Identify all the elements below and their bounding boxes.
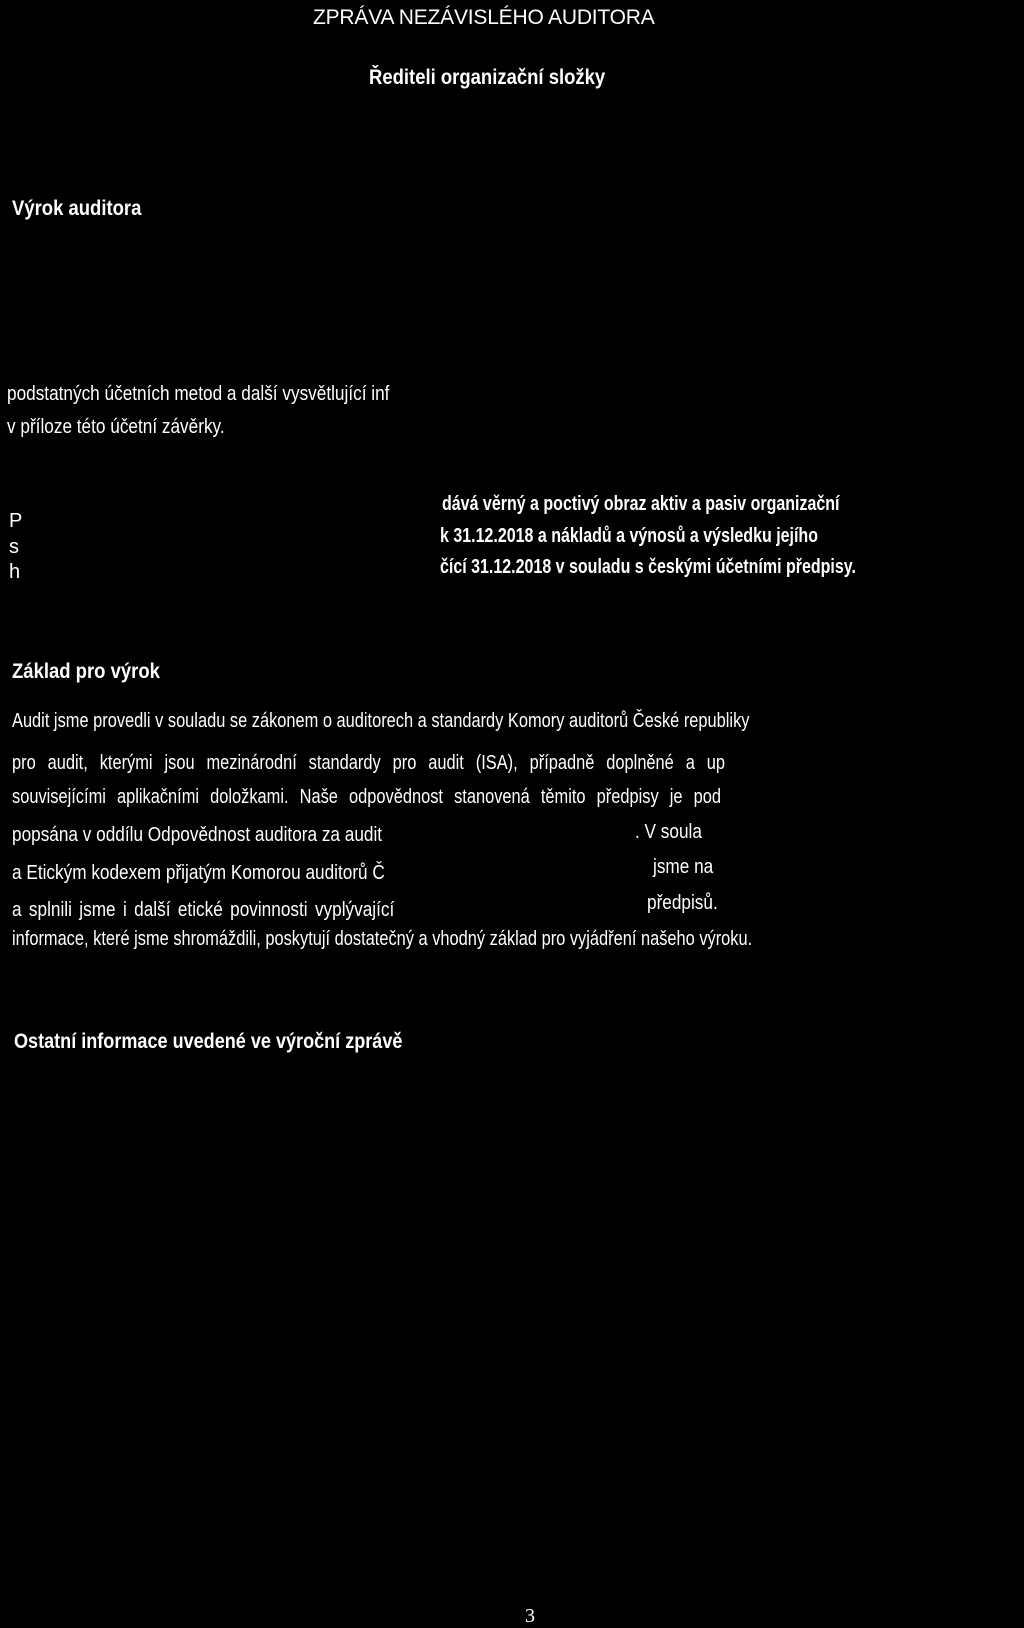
opinion-fragment-letter-1: P: [9, 510, 23, 532]
section-heading-other-info: Ostatní informace uvedené ve výroční zprávě: [14, 1030, 403, 1053]
report-addressee: Řediteli organizační složky: [369, 66, 606, 89]
opinion-fragment-letter-3: h: [9, 561, 21, 583]
basis-line-1: Audit jsme provedli v souladu se zákonem o auditorech a standardy Komory auditorů České republiky: [12, 710, 750, 732]
opinion-line-2: v příloze této účetní závěrky.: [7, 416, 225, 438]
opinion-bold-line-2: k 31.12.2018 a nákladů a výnosů a výsledku jejího: [440, 525, 818, 547]
basis-line-6: a splnili jsme i další etické povinnosti vyplývající: [12, 899, 395, 921]
opinion-line-1: podstatných účetních metod a další vysvětlující inf: [7, 383, 390, 405]
opinion-fragment-letter-2: s: [9, 536, 19, 558]
basis-line-2: pro audit, kterými jsou mezinárodní standardy pro audit (ISA), případně doplněné a up: [12, 752, 726, 774]
basis-right-fragment-2: jsme na: [653, 856, 714, 878]
section-heading-opinion: Výrok auditora: [12, 197, 142, 220]
opinion-bold-line-1: dává věrný a poctivý obraz aktiv a pasiv organizační: [442, 493, 840, 515]
basis-right-fragment-1: . V soula: [635, 821, 702, 843]
basis-line-3: souvisejícími aplikačními doložkami. Naše odpovědnost stanovená těmito předpisy je pod: [12, 786, 722, 808]
opinion-bold-line-3: čící 31.12.2018 v souladu s českými účetními předpisy.: [440, 556, 856, 578]
basis-right-fragment-3: předpisů.: [647, 892, 718, 914]
basis-line-4: popsána v oddílu Odpovědnost auditora za audit: [12, 824, 383, 846]
section-heading-basis: Základ pro výrok: [12, 660, 160, 683]
page-number: 3: [525, 1605, 535, 1627]
basis-line-7: informace, které jsme shromáždili, poskytují dostatečný a vhodný základ pro vyjádření našeho výroku.: [12, 928, 753, 950]
report-title: ZPRÁVA NEZÁVISLÉHO AUDITORA: [313, 6, 655, 29]
basis-line-5: a Etickým kodexem přijatým Komorou auditorů Č: [12, 862, 385, 884]
